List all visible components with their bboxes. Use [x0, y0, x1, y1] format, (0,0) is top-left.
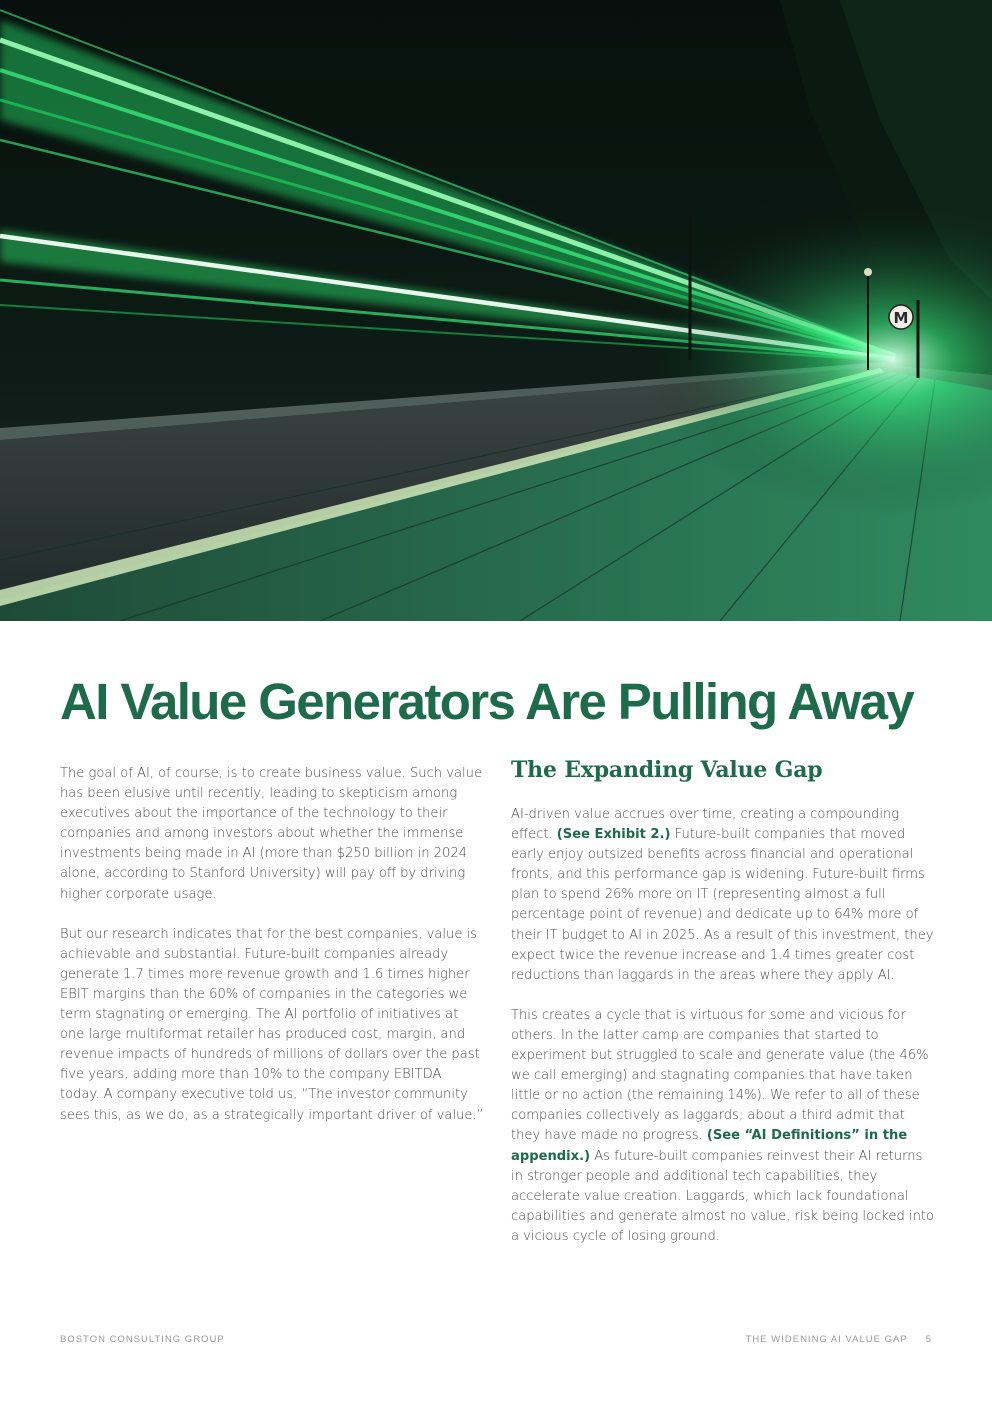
paragraph-text: Future-built companies that moved early enjoy outsized benefits across financial and operational fronts, and this performance gap is widening. Future-built firms plan to spend 26% more on IT (representing almost a full percentage point of revenue) and dedicate up to 64% more of their IT budget to AI in 2025. As a result of this investment, they expect twice the revenue increase and 1.4 times greater cost reductions than laggards in the areas where they apply AI. [511, 827, 934, 983]
footer-right [746, 1334, 932, 1345]
hero-image [0, 0, 992, 621]
hero-photo-light-trails [0, 0, 992, 621]
footer-report-title: THE WIDENING AI VALUE GAP [745, 1334, 908, 1345]
section-subheading: The Expanding Value Gap [511, 757, 823, 783]
station-sign-icon [889, 305, 913, 329]
body-paragraph [511, 805, 936, 986]
ai-definitions-link[interactable]: (See “AI Definitions” in the appendix.) [511, 1128, 908, 1164]
page-number: 5 [925, 1334, 932, 1345]
right-column [511, 805, 936, 1267]
paragraph-text: As future-built companies reinvest their AI returns in stronger people and additional tech capabilities, they accelerate value creation. Laggards, which lack foundational capabilities and generate almost no value, risk being locked into a vicious cycle of losing ground. [511, 1148, 935, 1244]
body-paragraph [511, 1006, 936, 1247]
svg-text:M: M [893, 309, 909, 327]
footer-publisher: BOSTON CONSULTING GROUP [60, 1334, 225, 1345]
paragraph-text: AI-driven value accrues over time, creating a compounding effect. [511, 807, 900, 843]
page-title: AI Value Generators Are Pulling Away [60, 673, 914, 730]
exhibit-2-link[interactable]: (See Exhibit 2.) [556, 827, 671, 843]
body-paragraph: But our research indicates that for the best companies, value is achievable and substantial. Future-built companies already generate 1.7 times more revenue growth and 1.6 times higher EBIT margins than the 60% of companies in the categories we term stagnating or emerging. The AI portfolio of initiatives at one large multiformat retailer has produced cost, margin, and revenue impacts of hundreds of millions of dollars over the past five years, adding more than 10% to the company EBITDA today. A company executive told us, “The investor community sees this, as we do, as a strategically important driver of value.” [60, 926, 484, 1123]
body-paragraph: The goal of AI, of course, is to create business value. Such value has been elusive until recently, leading to skepticism among executives about the importance of the technology to their companies and among investors about whether the immense investments being made in AI (more than $250 billion in 2024 alone, according to Stanford University) will pay off by driving higher corporate usage. [60, 766, 483, 902]
paragraph-text: This creates a cycle that is virtuous for some and vicious for others. In the latter camp are companies that started to experiment but struggled to scale and generate value (the 46% we call emerging) and stagnating companies that have taken little or no action (the remaining 14%). We refer to all of these companies collectively as laggards; about a third admit that they have made no progress. [511, 1007, 929, 1144]
left-column [60, 764, 485, 1146]
